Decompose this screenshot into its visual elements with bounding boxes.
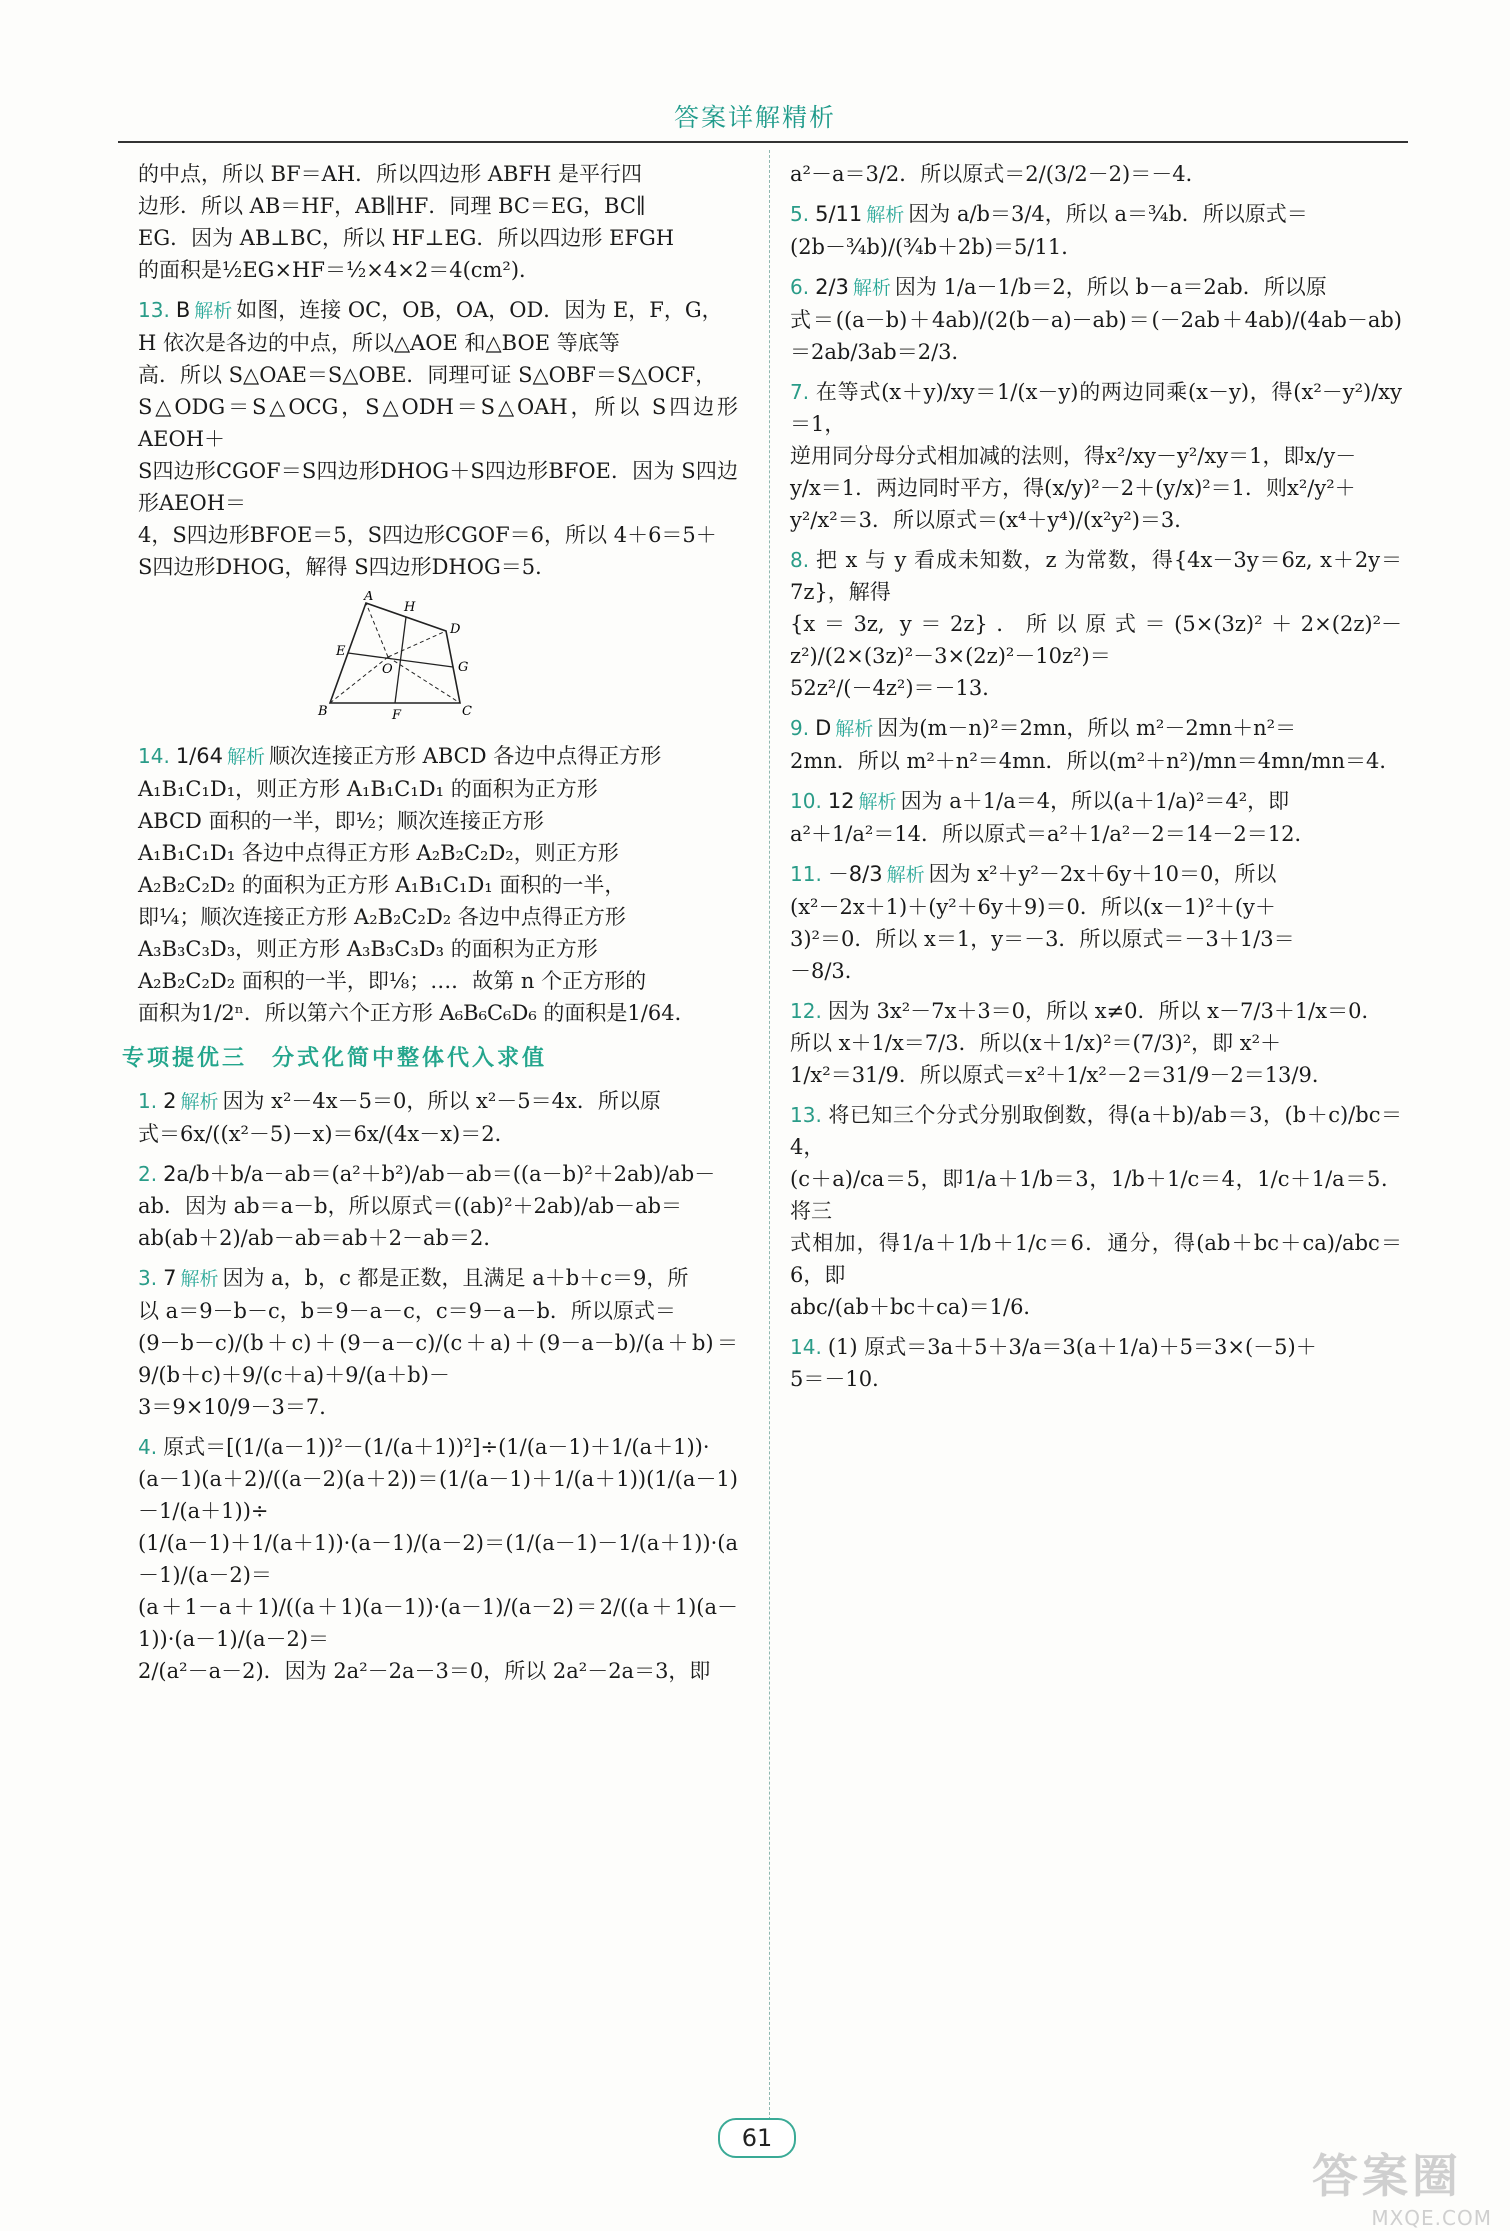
label-a: A — [364, 591, 374, 604]
column-divider — [769, 150, 770, 2140]
question-number: 13. — [790, 1103, 822, 1127]
text-line: 因为 x²－4x－5＝0，所以 x²－5＝4x．所以原 — [222, 1089, 661, 1113]
r9 — [790, 712, 1402, 777]
text-line: 4，S四边形BFOE＝5，S四边形CGOF＝6，所以 4＋6＝5＋ — [138, 523, 717, 547]
text-line: 即¼；顺次连接正方形 A₂B₂C₂D₂ 各边中点得正方形 — [138, 905, 626, 929]
s1 — [138, 1085, 738, 1150]
text-line: 1/x²＝31/9．所以原式＝x²＋1/x²－2＝31/9－2＝13/9． — [790, 1063, 1333, 1087]
text-line: 的中点，所以 BF＝AH．所以四边形 ABFH 是平行四 — [138, 162, 642, 186]
text-line: 因为 a，b，c 都是正数，且满足 a＋b＋c＝9，所 — [222, 1266, 689, 1290]
text-line: (a＋1－a＋1)/((a＋1)(a－1))·(a－1)/(a－2)＝2/((a＋1)(a－1))·(a－1)/(a－2)＝ — [138, 1595, 738, 1651]
question-number: 3. — [138, 1266, 158, 1290]
text-line: A₃B₃C₃D₃，则正方形 A₃B₃C₃D₃ 的面积为正方形 — [138, 937, 598, 961]
question-number: 4. — [138, 1435, 158, 1459]
text-line: 顺次连接正方形 ABCD 各边中点得正方形 — [269, 744, 662, 768]
r5 — [790, 198, 1402, 263]
text-line: 面积为1/2ⁿ．所以第六个正方形 A₆B₆C₆D₆ 的面积是1/64． — [138, 1001, 696, 1025]
text-line: 把 x 与 y 看成未知数，z 为常数，得{4x－3y＝6z, x＋2y＝7z}，解得 — [790, 548, 1402, 604]
question-number: 10. — [790, 789, 822, 813]
question-number: 14. — [138, 744, 170, 768]
text-line: (1/(a－1)＋1/(a＋1))·(a－1)/(a－2)＝(1/(a－1)－1/(a＋1))·(a－1)/(a－2)＝ — [138, 1531, 738, 1587]
text-line: 因为 a＋1/a＝4，所以(a＋1/a)²＝4²，即 — [900, 789, 1290, 813]
text-line: S四边形DHOG，解得 S四边形DHOG＝5． — [138, 555, 557, 579]
watermark-logo — [1312, 2140, 1492, 2228]
text-line: 3＝9×10/9－3＝7． — [138, 1395, 341, 1419]
question-number: 12. — [790, 999, 822, 1023]
analysis-tag: 解析 — [866, 204, 905, 226]
text-line: 式＝((a－b)＋4ab)/(2(b－a)－ab)＝(－2ab＋4ab)/(4ab－ab)＝2ab/3ab＝2/3． — [790, 308, 1402, 364]
text-line: A₁B₁C₁D₁，则正方形 A₁B₁C₁D₁ 的面积为正方形 — [138, 777, 598, 801]
question-number: 5. — [790, 202, 810, 226]
question-number: 8. — [790, 548, 810, 572]
text-line: (2b－¾b)/(¾b＋2b)＝5/11． — [790, 235, 1083, 259]
text-line: 在等式(x＋y)/xy＝1/(x－y)的两边同乘(x－y)，得(x²－y²)/xy＝1， — [790, 380, 1402, 436]
label-c: C — [462, 704, 472, 719]
r11 — [790, 858, 1402, 987]
text-line: 逆用同分母分式相加减的法则，得x²/xy－y²/xy＝1，即x/y－ — [790, 444, 1357, 468]
question-number: 9. — [790, 716, 810, 740]
text-line: 边形．所以 AB＝HF，AB∥HF．同理 BC＝EG，BC∥ — [138, 194, 646, 218]
scan-noise — [600, 0, 1000, 40]
answer: 7 — [163, 1266, 177, 1290]
text-line: A₁B₁C₁D₁ 各边中点得正方形 A₂B₂C₂D₂，则正方形 — [138, 841, 619, 865]
text-line: ABCD 面积的一半，即½；顺次连接正方形 — [138, 809, 544, 833]
label-g: G — [458, 660, 469, 675]
question-number: 2. — [138, 1162, 158, 1186]
text-line: A₂B₂C₂D₂ 的面积为正方形 A₁B₁C₁D₁ 面积的一半， — [138, 873, 626, 897]
answer: D — [815, 716, 832, 740]
analysis-tag: 解析 — [835, 718, 874, 740]
question-number: 13. — [138, 298, 170, 322]
text-line: 高．所以 S△OAE＝S△OBE．同理可证 S△OBF＝S△OCF， — [138, 363, 717, 387]
watermark-text: 答案圈 — [1312, 2149, 1462, 2203]
section-title: 专项提优三 分式化简中整体代入求值 — [122, 1046, 548, 1071]
analysis-tag: 解析 — [852, 277, 891, 299]
text-line: (x²－2x＋1)＋(y²＋6y＋9)＝0．所以(x－1)²＋(y＋ — [790, 895, 1276, 919]
analysis-tag: 解析 — [180, 1091, 219, 1113]
quadrilateral-diagram — [308, 591, 478, 721]
analysis-tag: 解析 — [886, 864, 925, 886]
r12 — [790, 995, 1402, 1091]
text-line: 2/(a²－a－2)．因为 2a²－2a－3＝0，所以 2a²－2a＝3，即 — [138, 1659, 711, 1683]
answer: 2 — [163, 1162, 177, 1186]
question-number: 11. — [790, 862, 822, 886]
q14 — [138, 740, 738, 1029]
r13 — [790, 1099, 1402, 1323]
text-line: H 依次是各边的中点，所以△AOE 和△BOE 等底等 — [138, 331, 620, 355]
answer: －8/3 — [827, 862, 883, 886]
quadrilateral-figure — [308, 591, 738, 730]
answer: 12 — [827, 789, 855, 813]
text-line: 5＝－10． — [790, 1367, 894, 1391]
text-line: {x＝3z, y＝2z}．所以原式＝(5×(3z)²＋2×(2z)²－z²)/(2×(3z)²－3×(2z)²－10z²)＝ — [790, 612, 1402, 668]
text-line: (9－b－c)/(b＋c)＋(9－a－c)/(c＋a)＋(9－a－b)/(a＋b)＝9/(b＋c)＋9/(c＋a)＋9/(a＋b)－ — [138, 1331, 738, 1387]
text-line: 2mn．所以 m²＋n²＝4mn．所以(m²＋n²)/mn＝4mn/mn＝4． — [790, 749, 1401, 773]
text-line: a²＋1/a²＝14．所以原式＝a²＋1/a²－2＝14－2＝12． — [790, 822, 1316, 846]
s2 — [138, 1158, 738, 1254]
question-number: 7. — [790, 380, 810, 404]
answer: 2 — [163, 1089, 177, 1113]
page-number: 61 — [718, 2118, 796, 2158]
label-d: D — [450, 622, 461, 637]
text-line: y²/x²＝3．所以原式＝(x⁴＋y⁴)/(x²y²)＝3． — [790, 508, 1196, 532]
answer: 1/64 — [175, 744, 223, 768]
text-line: 式相加，得1/a＋1/b＋1/c＝6．通分，得(ab＋bc＋ca)/abc＝6，即 — [790, 1231, 1402, 1287]
text-line: －8/3． — [790, 959, 866, 983]
text-line: 因为 a/b＝3/4，所以 a＝¾b．所以原式＝ — [908, 202, 1308, 226]
text-line: a/b＋b/a－ab＝(a²＋b²)/ab－ab＝((a－b)²＋2ab)/ab－ — [176, 1162, 716, 1186]
analysis-tag: 解析 — [226, 746, 265, 768]
text-line: 所以 x＋1/x＝7/3．所以(x＋1/x)²＝(7/3)²，即 x²＋ — [790, 1031, 1282, 1055]
text-line: (1) 原式＝3a＋5＋3/a＝3(a＋1/a)＋5＝3×(－5)＋ — [827, 1335, 1317, 1359]
text-line: y/x＝1．两边同时平方，得(x/y)²－2＋(y/x)²＝1．则x²/y²＋ — [790, 476, 1356, 500]
text-line: EG．因为 AB⊥BC，所以 HF⊥EG．所以四边形 EFGH — [138, 226, 675, 250]
header-title: 答案详解精析 — [673, 103, 836, 132]
text-line: 因为 1/a－1/b＝2，所以 b－a＝2ab．所以原 — [894, 275, 1327, 299]
s3 — [138, 1262, 738, 1423]
question-number: 6. — [790, 275, 810, 299]
text-line: a²－a＝3/2．所以原式＝2/(3/2－2)＝－4． — [790, 162, 1207, 186]
text-line: ab(ab＋2)/ab－ab＝ab＋2－ab＝2． — [138, 1226, 505, 1250]
text-line: 因为 3x²－7x＋3＝0，所以 x≠0．所以 x－7/3＋1/x＝0． — [827, 999, 1383, 1023]
q4-continuation — [790, 158, 1402, 190]
analysis-tag: 解析 — [858, 791, 897, 813]
text-line: (a－1)(a＋2)/((a－2)(a＋2))＝(1/(a－1)＋1/(a＋1))(1/(a－1)－1/(a＋1))÷ — [138, 1467, 738, 1523]
text-line: 将已知三个分式分别取倒数，得(a＋b)/ab＝3，(b＋c)/bc＝4， — [790, 1103, 1402, 1159]
label-e: E — [336, 644, 346, 659]
label-f: F — [392, 708, 402, 721]
header-rule — [118, 141, 1408, 143]
r8 — [790, 544, 1402, 704]
answer: B — [175, 298, 191, 322]
text-line: 式＝6x/((x²－5)－x)＝6x/(4x－x)＝2． — [138, 1122, 516, 1146]
watermark-url: MXQE.COM — [1371, 2206, 1492, 2230]
answer: 5/11 — [815, 202, 863, 226]
text-line: abc/(ab＋bc＋ca)＝1/6． — [790, 1295, 1045, 1319]
text-line: 如图，连接 OC，OB，OA，OD．因为 E，F，G， — [236, 298, 723, 322]
left-column — [122, 158, 738, 1695]
label-h: H — [404, 600, 416, 615]
text-line: 3)²＝0．所以 x＝1，y＝－3．所以原式＝－3＋1/3＝ — [790, 927, 1295, 951]
r10 — [790, 785, 1402, 850]
q12-continuation — [138, 158, 738, 286]
text-line: ab．因为 ab＝a－b，所以原式＝((ab)²＋2ab)/ab－ab＝ — [138, 1194, 683, 1218]
text-line: 以 a＝9－b－c，b＝9－a－c，c＝9－a－b．所以原式＝ — [138, 1299, 676, 1323]
text-line: 52z²/(－4z²)＝－13． — [790, 676, 1004, 700]
text-line: (c＋a)/ca＝5，即1/a＋1/b＝3，1/b＋1/c＝4，1/c＋1/a＝5．将三 — [790, 1167, 1402, 1223]
text-line: 因为(m－n)²＝2mn，所以 m²－2mn＋n²＝ — [877, 716, 1297, 740]
text-line: 因为 x²＋y²－2x＋6y＋10＝0，所以 — [928, 862, 1277, 886]
label-b: B — [318, 704, 328, 719]
label-o: O — [382, 662, 393, 677]
r7 — [790, 376, 1402, 536]
answer: 2/3 — [815, 275, 849, 299]
question-number: 1. — [138, 1089, 158, 1113]
text-line: S四边形CGOF＝S四边形DHOG＋S四边形BFOE．因为 S四边形AEOH＝ — [138, 459, 738, 515]
question-number: 14. — [790, 1335, 822, 1359]
text-line: S△ODG＝S△OCG，S△ODH＝S△OAH，所以 S四边形AEOH＋ — [138, 395, 738, 451]
right-column — [790, 158, 1402, 1403]
text-line: 的面积是½EG×HF＝½×4×2＝4(cm²)． — [138, 258, 541, 282]
q13 — [138, 294, 738, 583]
r14 — [790, 1331, 1402, 1395]
r6 — [790, 271, 1402, 368]
s4 — [138, 1431, 738, 1687]
analysis-tag: 解析 — [194, 300, 233, 322]
text-line: 原式＝[(1/(a－1))²－(1/(a＋1))²]÷(1/(a－1)＋1/(a＋1))· — [163, 1435, 710, 1459]
analysis-tag: 解析 — [180, 1268, 219, 1290]
text-line: A₂B₂C₂D₂ 面积的一半，即⅛；…．故第 n 个正方形的 — [138, 969, 647, 993]
